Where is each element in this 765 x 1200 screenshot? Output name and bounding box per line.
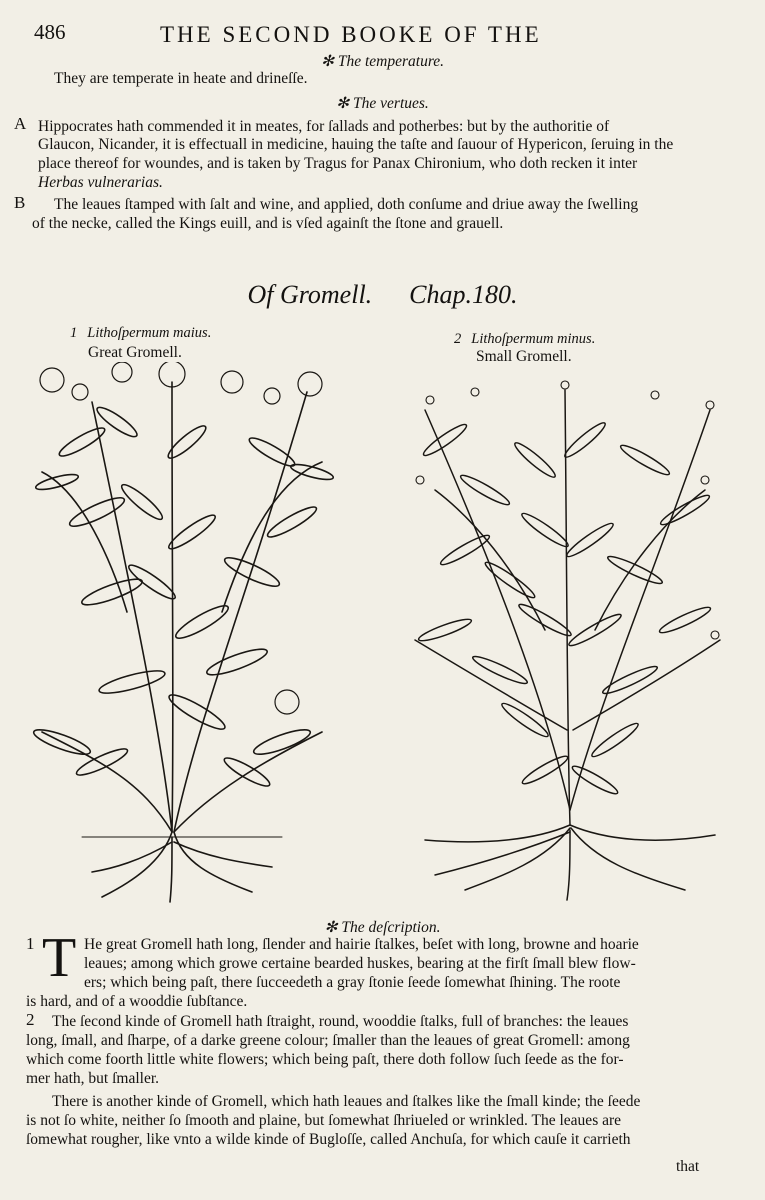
- description-p2-line: The ſecond kinde of Gromell hath ſtraight, round, wooddie ſtalks, full of branches: the leaues: [52, 1013, 629, 1030]
- woodcut-great-gromell-icon: [22, 362, 352, 907]
- drop-cap: T: [42, 927, 77, 989]
- running-title: THE SECOND BOOKE OF THE: [160, 22, 542, 47]
- margin-number-2: 2: [26, 1010, 35, 1029]
- woodcut-small-gromell-icon: [405, 370, 725, 905]
- figure-1-number: 1: [70, 325, 78, 341]
- figure-1-english: Great Gromell.: [88, 344, 182, 361]
- description-p1-line: ers; which being paſt, there ſucceedeth a gray ſtonie ſeede ſomewhat ſhining. The roote: [84, 974, 621, 991]
- description-p1-line: leaues; among which growe certaine bearded huskes, bearing at the firſt ſmall blew flow-: [84, 955, 636, 972]
- vertues-a-line: Herbas vulnerarias.: [38, 174, 163, 191]
- description-p2-line: long, ſmall, and ſharpe, of a darke greene colour; ſmaller than the leaues of great Gromell: among: [26, 1032, 630, 1049]
- margin-number-1: 1: [26, 934, 35, 953]
- description-p1-line: He great Gromell hath long, ſlender and hairie ſtalkes, beſet with long, browne and hoarie: [84, 936, 639, 953]
- description-p1-line: is hard, and of a wooddie ſubſtance.: [26, 993, 248, 1010]
- asterisk-ornament-icon: ✻: [336, 95, 350, 112]
- description-p3-line: is not ſo white, neither ſo ſmooth and plaine, but ſomewhat ſhriueled or wrinkled. The leaues are: [26, 1112, 622, 1129]
- vertues-b-line: The leaues ſtamped with ſalt and wine, and applied, doth conſume and driue away the ſwelling: [54, 196, 639, 213]
- asterisk-ornament-icon: ✻: [324, 919, 338, 936]
- description-p2-line: which come foorth little white flowers; which being paſt, there doth follow ſuch ſeede as the for-: [26, 1051, 624, 1068]
- vertues-a-line: Hippocrates hath commended it in meates, for ſallads and potherbes: but by the authoritie of: [38, 118, 610, 135]
- figure-2-number: 2: [454, 331, 462, 347]
- vertues-a-line: Glaucon, Nicander, it is effectuall in medicine, hauing the taſte and ſauour of Hypericon, ſeruing in the: [38, 136, 674, 153]
- description-heading: ✻ The deſcription.: [324, 919, 441, 936]
- description-p3-line: There is another kinde of Gromell, which hath leaues and ſtalkes like the ſmall kinde; the ſeede: [52, 1093, 641, 1110]
- margin-letter-b: B: [14, 193, 26, 212]
- figure-2-latin: Lithoſpermum minus.: [471, 331, 596, 347]
- temperature-heading: ✻ The temperature.: [320, 53, 445, 70]
- figure-2-english: Small Gromell.: [476, 348, 572, 365]
- figure-1-latin: Lithoſpermum maius.: [87, 325, 212, 341]
- catchword: that: [676, 1158, 700, 1175]
- description-p2-line: mer hath, but ſmaller.: [26, 1070, 160, 1087]
- margin-letter-a: A: [14, 114, 27, 133]
- page-number: 486: [34, 20, 66, 44]
- vertues-a-line: place thereof for woundes, and is taken by Tragus for Panax Chironium, who doth recken it inter: [38, 155, 638, 172]
- chapter-heading: [0, 280, 765, 310]
- figure-1-caption: [70, 324, 211, 342]
- vertues-heading: ✻ The vertues.: [336, 95, 429, 112]
- vertues-b-line: of the necke, called the Kings euill, and is vſed againſt the ſtone and grauell.: [32, 215, 504, 232]
- description-p3-line: ſomewhat rougher, like vnto a wilde kinde of Bugloſſe, called Anchuſa, for which cauſe it carrieth: [26, 1131, 631, 1148]
- temperature-text: They are temperate in heate and drineſſe.: [54, 70, 308, 87]
- figure-2-caption: [454, 330, 595, 348]
- chapter-title: Of Gromell.: [247, 280, 373, 309]
- asterisk-ornament-icon: ✻: [320, 53, 334, 70]
- chapter-number: Chap.180.: [409, 280, 518, 309]
